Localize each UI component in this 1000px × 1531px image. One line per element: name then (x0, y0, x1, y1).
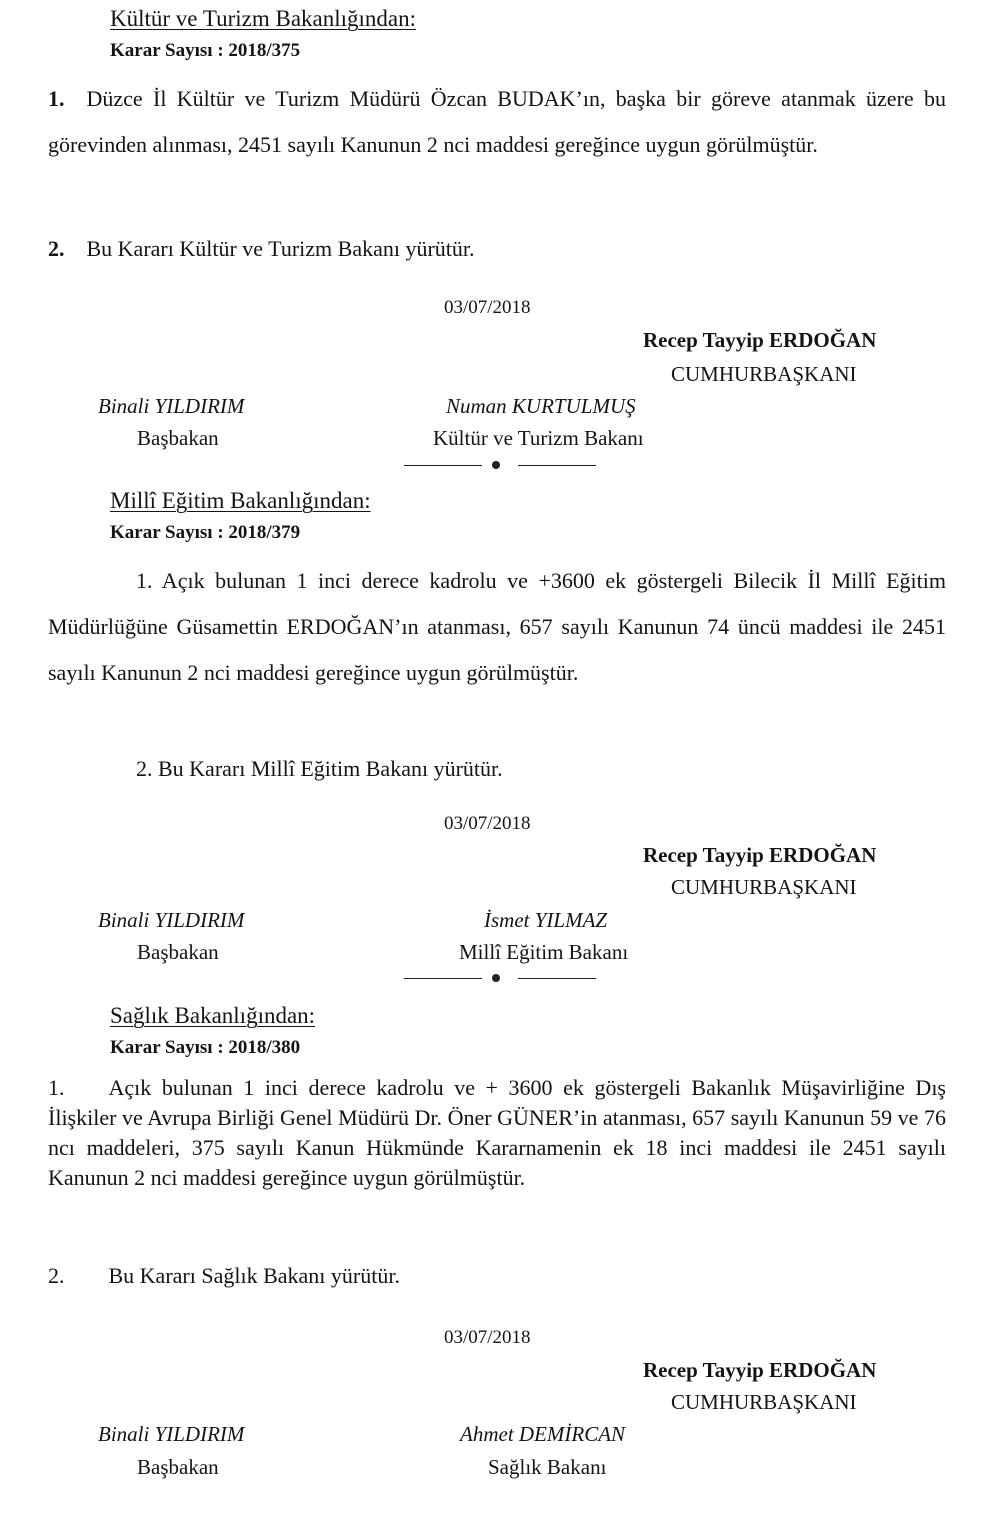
section-separator (404, 460, 596, 470)
minister-title: Kültür ve Turizm Bakanı (433, 426, 644, 450)
item-1-culture (48, 76, 946, 168)
president-title: CUMHURBAŞKANI (671, 1390, 857, 1414)
item-1-health (48, 1073, 946, 1193)
pm-name: Binali YILDIRIM (98, 1422, 245, 1446)
president-name: Recep Tayyip ERDOĞAN (643, 1358, 877, 1382)
item-text: Bu Kararı Sağlık Bakanı yürütür. (108, 1263, 400, 1288)
minister-name: Ahmet DEMİRCAN (460, 1422, 626, 1446)
president-title: CUMHURBAŞKANI (671, 362, 857, 386)
section-heading-culture: Kültür ve Turizm Bakanlığından: (110, 6, 417, 31)
minister-title: Sağlık Bakanı (488, 1455, 607, 1479)
decision-date-education: 03/07/2018 (444, 813, 531, 834)
section-heading-health: Sağlık Bakanlığından: (110, 1003, 316, 1028)
decision-number-health: Karar Sayısı : 2018/380 (110, 1037, 301, 1058)
decision-number-education: Karar Sayısı : 2018/379 (110, 522, 301, 543)
president-name: Recep Tayyip ERDOĞAN (643, 843, 877, 867)
decision-number-culture: Karar Sayısı : 2018/375 (110, 40, 301, 61)
item-number: 2. (48, 1263, 65, 1288)
decision-date-health: 03/07/2018 (444, 1327, 531, 1348)
decision-date-culture: 03/07/2018 (444, 297, 531, 318)
minister-name: Numan KURTULMUŞ (446, 394, 636, 418)
item-number: 1. (48, 1075, 65, 1100)
pm-title: Başbakan (137, 1455, 219, 1479)
item-text: Düzce İl Kültür ve Turizm Müdürü Özcan BUDAK’ın, başka bir göreve atanmak üzere bu görevinden alınması, 2451 sayılı Kanunun 2 nci maddesi gereğince uygun görülmüştür. (48, 86, 946, 157)
pm-name: Binali YILDIRIM (98, 908, 245, 932)
item-2-health (48, 1253, 946, 1299)
minister-name: İsmet YILMAZ (484, 908, 608, 932)
pm-name: Binali YILDIRIM (98, 394, 245, 418)
section-separator (404, 973, 596, 983)
item-number: 2. (48, 236, 65, 261)
president-title: CUMHURBAŞKANI (671, 875, 857, 899)
item-2-culture (48, 226, 946, 272)
item-text: Bu Kararı Kültür ve Turizm Bakanı yürütür. (86, 236, 475, 261)
pm-title: Başbakan (137, 426, 219, 450)
item-text: Açık bulunan 1 inci derece kadrolu ve + 3600 ek göstergeli Bakanlık Müşavirliğine Dış İlişkiler ve Avrupa Birliği Genel Müdürü Dr. Öner GÜNER’in atanması, 657 sayılı Kanunun 59 ve 76 ncı maddeleri, 375 sayılı Kanun Hükmünde Kararnamenin ek 18 inci maddesi ile 2451 sayılı Kanunun 2 nci maddesi gereğince uygun görülmüştür. (48, 1075, 946, 1190)
minister-title: Millî Eğitim Bakanı (459, 940, 629, 964)
item-number: 1. (48, 86, 65, 111)
pm-title: Başbakan (137, 940, 219, 964)
item-2-education: 2. Bu Kararı Millî Eğitim Bakanı yürütür. (136, 756, 503, 781)
section-heading-education: Millî Eğitim Bakanlığından: (110, 488, 371, 513)
item-1-education: 1. Açık bulunan 1 inci derece kadrolu ve +3600 ek göstergeli Bilecik İl Millî Eğitim Müdürlüğüne Güsamettin ERDOĞAN’ın atanması, 657 sayılı Kanunun 74 üncü maddesi ile 2451 sayılı Kanunun 2 nci maddesi gereğince uygun görülmüştür. (48, 568, 946, 685)
president-name: Recep Tayyip ERDOĞAN (643, 328, 877, 352)
